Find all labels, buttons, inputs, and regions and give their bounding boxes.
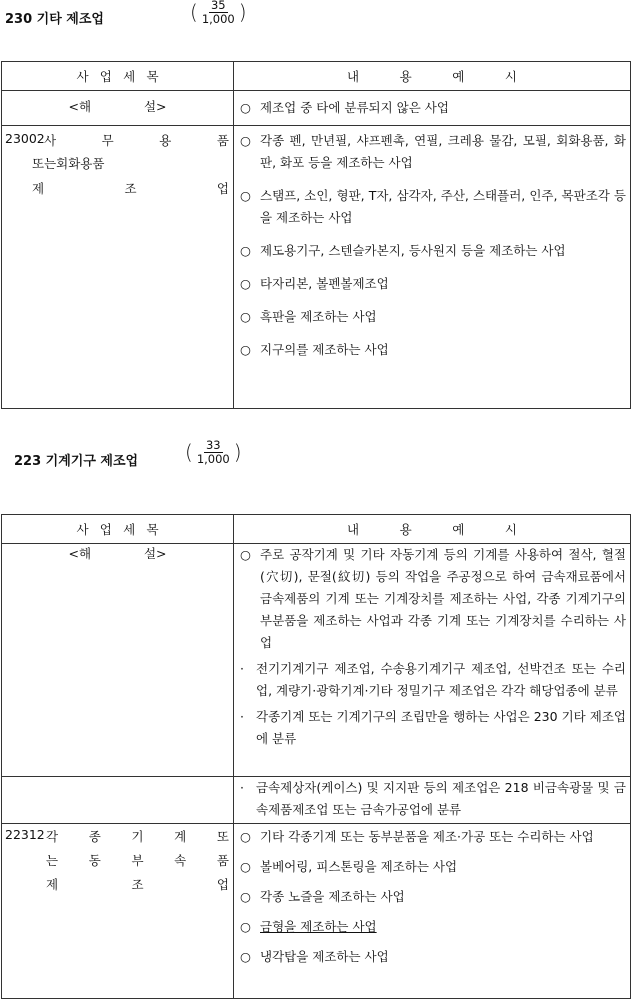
- example-item: ○ 각종 노즐을 제조하는 사업: [240, 889, 405, 904]
- commentary-label: <해 설>: [2, 544, 234, 777]
- example-item: ○ 타자리본, 볼펜볼제조업: [240, 276, 389, 291]
- example-item: ○ 기타 각종기계 또는 동부분품을 제조·가공 또는 수리하는 사업: [240, 829, 594, 844]
- category-code: 22312: [5, 827, 45, 842]
- rate-numerator: 33: [205, 438, 221, 452]
- commentary-item: ○ 제조업 중 타에 분류되지 않은 사업: [240, 100, 449, 115]
- category-name-line: 제 조 업: [46, 877, 229, 892]
- rate-denominator: 1,000: [201, 11, 235, 26]
- category-name-line: 각 종 기 계 또: [46, 829, 229, 844]
- premium-rate: ( $\frac{35}{1,000}$ ): [190, 0, 247, 26]
- commentary-item: · 전기기계기구 제조업, 수송용기계기구 제조업, 선박건조 또는 수리업, 계량기·광학기계·기타 정밀기구 제조업은 각각 해당업종에 분류: [240, 661, 626, 698]
- business-table: [1, 61, 631, 409]
- example-item: ○ 각종 펜, 만년필, 샤프펜촉, 연필, 크레용 물감, 모필, 회화용품, 화판, 화포 등을 제조하는 사업: [240, 133, 626, 170]
- example-item: ○ 스탬프, 소인, 형판, T자, 삼각자, 주산, 스태플러, 인주, 목판조각 등을 제조하는 사업: [240, 188, 626, 225]
- category-name-line: 사 무 용 품: [44, 133, 229, 148]
- section-title: 230 기타 제조업: [5, 12, 104, 27]
- example-item: ○ 볼베어링, 피스톤링을 제조하는 사업: [240, 859, 458, 874]
- note-item: · 금속제상자(케이스) 및 지지판 등의 제조업은 218 비금속광물 및 금속제품제조업 또는 금속가공업에 분류: [240, 780, 626, 817]
- example-item: ○ 흑판을 제조하는 사업: [240, 309, 377, 324]
- header-content-example: 내 용 예 시: [234, 62, 631, 91]
- example-item: ○ 제도용기구, 스텐슬카본지, 등사원지 등을 제조하는 사업: [240, 243, 566, 258]
- category-name-line: 제 조 업: [32, 181, 229, 196]
- empty-cell: [2, 777, 234, 824]
- example-item: ○ 냉각탑을 제조하는 사업: [240, 949, 389, 964]
- example-item: ○ 지구의를 제조하는 사업: [240, 342, 389, 357]
- commentary-content: [234, 91, 631, 126]
- note-content: [234, 777, 631, 824]
- header-business-item: 사업세목: [2, 515, 234, 544]
- section-title: 223 기계기구 제조업: [14, 454, 139, 469]
- category-name-line: 는 동 부 속 품: [46, 853, 229, 868]
- category-code: 23002: [5, 131, 45, 146]
- rate-denominator: 1,000: [196, 451, 230, 466]
- header-business-item: 사업세목: [2, 62, 234, 91]
- category-cell: [2, 824, 234, 999]
- commentary-item: ○ 주로 공작기계 및 기타 자동기계 등의 기계를 사용하여 절삭, 혈절(穴切), 문절(紋切) 등의 작업을 주공정으로 하여 금속재료품에서 금속제품의 기계 또는 기계장치를 제조하는 사업, 각종 기계기구의 부분품을 제조하는 사업과 각종 기계 또는 기계장치를 수리하는 사업: [240, 547, 626, 650]
- content-examples: [234, 824, 631, 999]
- commentary-item: · 각종기계 또는 기계기구의 조립만을 행하는 사업은 230 기타 제조업에 분류: [240, 709, 626, 746]
- commentary-content: [234, 544, 631, 777]
- category-name-line: 또는회화용품: [32, 156, 105, 171]
- content-examples: [234, 126, 631, 409]
- commentary-label: <해 설>: [2, 91, 234, 126]
- example-item: ○ 금형을 제조하는 사업: [240, 919, 377, 934]
- header-content-example: 내 용 예 시: [234, 515, 631, 544]
- category-cell: [2, 126, 234, 409]
- rate-numerator: 35: [210, 0, 226, 12]
- business-table: [1, 514, 631, 999]
- premium-rate: ( $\frac{33}{1,000}$ ): [185, 438, 242, 466]
